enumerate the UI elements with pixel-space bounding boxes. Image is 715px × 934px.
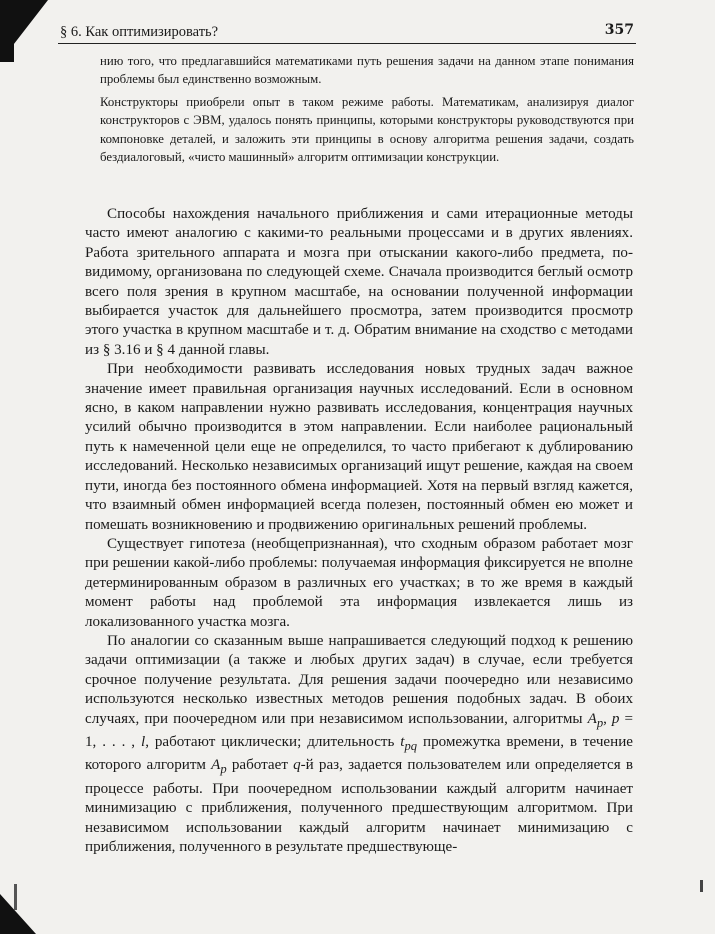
note-paragraph-1: нию того, что предлагавшийся математиками путь решения задачи на данном этапе понимания проблемы был единственно возможным. [100, 54, 634, 87]
scan-speck [14, 884, 17, 910]
math-var: t [400, 733, 405, 750]
math-sub: p [596, 715, 604, 730]
math-var: l [140, 733, 146, 750]
math-sub: pq [404, 739, 418, 753]
running-header [58, 21, 636, 44]
note-paragraph-2: Конструкторы приобрели опыт в таком режиме работы. Математикам, анализируя диалог конструкторов с ЭВМ, удалось понять принципы, которыми конструкторы руководствуются при компоновке деталей, и заложить эти принципы в основу алгоритма решения задачи, создать бездиалоговый, «чисто машинный» алгоритм оптимизации конструкции. [100, 94, 634, 165]
math-var: q [293, 757, 301, 774]
text-run: промежутка времени, в течение которого алгоритм [85, 733, 633, 774]
math-sub: p [220, 762, 227, 777]
paragraph-3: Существует гипотеза (необщепризнанная), что сходным образом работает мозг при решении какой-либо проблемы: получаемая информация фиксируется не вполне детерминированным образом в различных его участках; в то же время в каждый момент работы над проблемой эта информация извлекается лишь из локализованного участка мозга. [85, 535, 633, 630]
scan-shadow-bottom-left [0, 894, 36, 934]
math-var: A [211, 757, 221, 774]
scan-shadow-top-left-edge [0, 0, 14, 62]
paragraph-2: При необходимости развивать исследования новых трудных задач важное значение имеет правильная организация научных исследований. Если в основном ясно, в каком направлении нужно развивать исследования, концентрация научных усилий обычно производится в этом направлении. Если наиболее рациональный путь к намеченной цели еще не определился, то часто прибегают к дублированию исследований. Несколько независимых организаций ищут решение, каждая на своем пути, иногда без постоянного обмена информацией. Хотя на первый взгляд кажется, что взаимный обмен информацией всегда полезен, постоянный обмен ею может и помешать возникновению и продвижению оригинальных решений проблемы. [85, 361, 633, 533]
text-run: -й раз, задается пользователем или определяется в процессе работы. При поочередном использовании каждый алгоритм начинает минимизацию с приближения, полученного предшествующим алгоритмом. При независимом использовании каждый алгоритм начинает минимизацию с приближения, полученного в результате предшествующе- [85, 757, 633, 856]
math-var: p [611, 710, 620, 727]
small-print-note [100, 52, 634, 170]
page-number: 357 [604, 22, 634, 38]
paragraph-1: Способы нахождения начального приближения и сами итерационные методы часто имеют аналогию с какими-то реальными процессами и в других явлениях. Работа зрительного аппарата и мозга при отыскании какого-либо предмета, по-видимому, организована по следующей схеме. Сначала производится беглый осмотр всего поля зрения в крупном масштабе, на основании полученной информации выбирается участок для дальнейшего просмотра, затем производится просмотр этого участка в крупном масштабе и т. д. Обратим внимание на сходство с методами из § 3.16 и § 4 данной главы. [85, 206, 633, 358]
text-run: По аналогии со сказанным выше напрашивается следующий подход к решению задачи оптимизации (а также и любых других задач) в случае, если требуется срочное получение результата. Для решения задачи поочередно или независимо используются несколько известных методов решения подобных задач. В обоих случаях, при поочередном или при независимом использовании, алгоритмы [85, 632, 633, 727]
text-run: = 1, . . . , [85, 710, 633, 750]
section-title: § 6. Как оптимизировать? [60, 24, 219, 40]
text-run: , [603, 710, 612, 727]
math-var: A [587, 710, 597, 727]
text-run: работает [226, 757, 294, 774]
main-text [85, 205, 633, 857]
margin-mark [700, 880, 703, 892]
text-run: , работают циклически; длительность [145, 733, 401, 750]
paragraph-4 [85, 632, 633, 858]
